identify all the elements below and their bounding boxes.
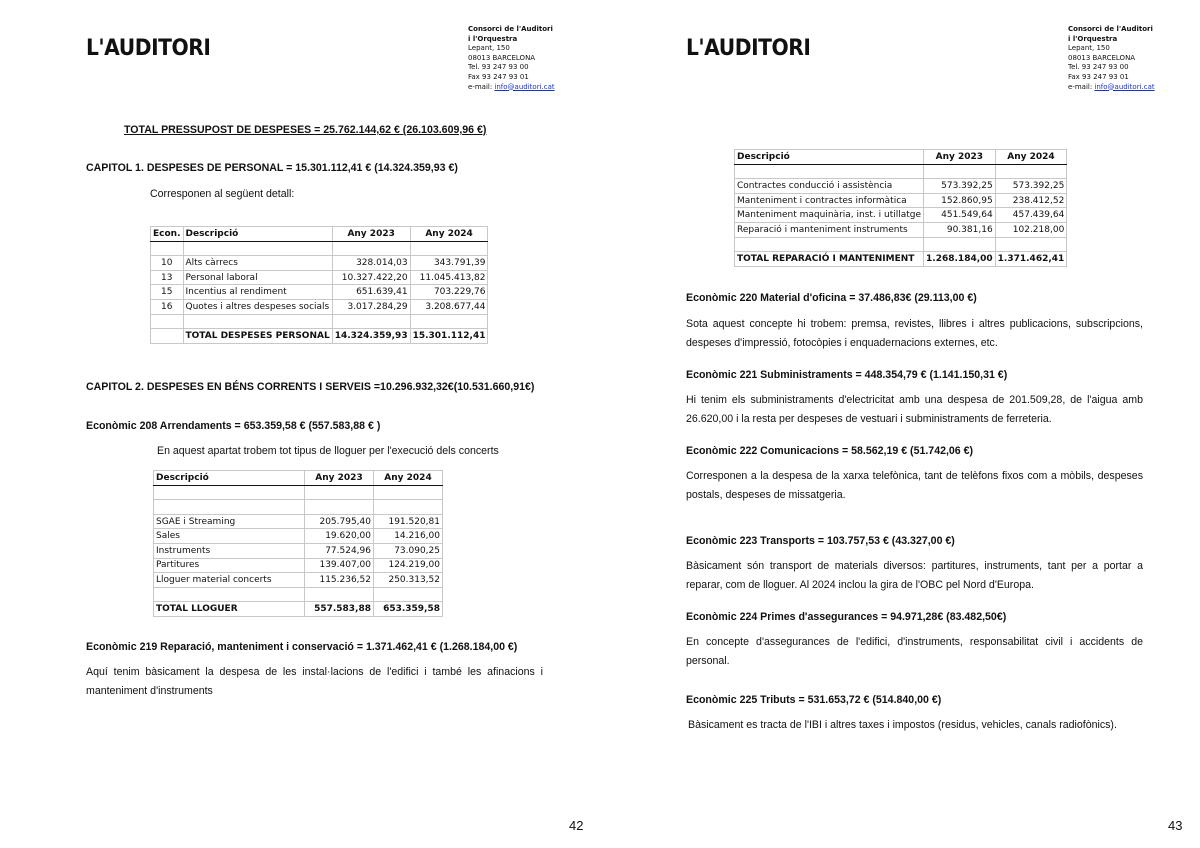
col-2023: Any 2023	[924, 150, 996, 165]
table-row: Manteniment i contractes informàtica 152.860,95 238.412,52	[735, 193, 1067, 208]
table-row: Contractes conducció i assistència 573.392,25 573.392,25	[735, 179, 1067, 194]
table-row: 16 Quotes i altres despeses socials 3.017.284,29 3.208.677,44	[151, 299, 488, 314]
economic-208-intro: En aquest apartat trobem tot tipus de lloguer per l'execució dels concerts	[157, 445, 499, 457]
city: 08013 BARCELONA	[468, 53, 536, 62]
economic-221-title: Econòmic 221 Subministraments = 448.354,79 € (1.141.150,31 €)	[686, 369, 1008, 381]
col-2024: Any 2024	[374, 471, 443, 486]
economic-223-text: Bàsicament són transport de materials diversos: partitures, instruments, tant per a portar a reparar, com de lloguer. Al 2024 inclou la gira de l'OBC pel Nord d'Europa.	[686, 560, 1143, 591]
col-2023: Any 2023	[305, 471, 374, 486]
chapter1-title: CAPITOL 1. DESPESES DE PERSONAL = 15.301.112,41 € (14.324.359,93 €)	[86, 162, 458, 174]
table-row: SGAE i Streaming 205.795,40 191.520,81	[154, 514, 443, 529]
street: Lepant, 150	[1068, 44, 1110, 53]
table-row: Reparació i manteniment instruments 90.381,16 102.218,00	[735, 222, 1067, 237]
table-row: Lloguer material concerts 115.236,52 250.313,52	[154, 573, 443, 588]
chapter2-title: CAPITOL 2. DESPESES EN BÉNS CORRENTS I SERVEIS =10.296.932,32€(10.531.660,91€)	[86, 381, 535, 393]
org-name-2: i l'Orquestra	[468, 34, 518, 43]
chapter1-intro: Corresponen al següent detall:	[150, 188, 295, 200]
col-descripcio: Descripció	[735, 150, 924, 165]
auditori-logo: L'AUDITORI	[686, 36, 811, 61]
tel: Tel. 93 247 93 00	[1068, 63, 1129, 72]
fax: Fax 93 247 93 01	[468, 72, 529, 81]
col-2024: Any 2024	[995, 150, 1067, 165]
personal-table	[150, 226, 488, 344]
col-2024: Any 2024	[410, 227, 488, 242]
economic-219-title: Econòmic 219 Reparació, manteniment i conservació = 1.371.462,41 € (1.268.184,00 €)	[86, 641, 518, 653]
page-43	[600, 0, 1200, 848]
table-row: Instruments 77.524,96 73.090,25	[154, 543, 443, 558]
col-descripcio: Descripció	[154, 471, 305, 486]
table-row: Partitures 139.407,00 124.219,00	[154, 558, 443, 573]
economic-220-title: Econòmic 220 Material d'oficina = 37.486,83€ (29.113,00 €)	[686, 292, 977, 304]
fax: Fax 93 247 93 01	[1068, 72, 1129, 81]
economic-222-title: Econòmic 222 Comunicacions = 58.562,19 € (51.742,06 €)	[686, 445, 974, 457]
lloguer-table	[153, 470, 443, 617]
tel: Tel. 93 247 93 00	[468, 63, 529, 72]
economic-220-text: Sota aquest concepte hi trobem: premsa, revistes, llibres i altres publicacions, subscripcions, despeses d'impressió, fotocòpies i enquadernacions externes, etc.	[686, 318, 1143, 349]
org-name-2: i l'Orquestra	[1068, 34, 1118, 43]
table-row: Manteniment maquinària, inst. i utillatge 451.549,64 457.439,64	[735, 208, 1067, 223]
city: 08013 BARCELONA	[1068, 53, 1136, 62]
col-2023: Any 2023	[332, 227, 410, 242]
economic-222-text: Corresponen a la despesa de la xarxa telefònica, tant de telèfons fixos com a mòbils, despeses postals, despeses de missatgeria.	[686, 470, 1143, 501]
economic-223-title: Econòmic 223 Transports = 103.757,53 € (43.327,00 €)	[686, 535, 955, 547]
economic-224-text: En concepte d'assegurances de l'edifici, d'instruments, responsabilitat civil i accidents de personal.	[686, 636, 1143, 667]
page-number: 43	[1168, 818, 1183, 833]
address-block	[1068, 25, 1155, 92]
org-name-1: Consorci de l'Auditori	[1068, 25, 1153, 33]
auditori-logo: L'AUDITORI	[86, 36, 211, 61]
page-number: 42	[569, 818, 584, 833]
table-row: 13 Personal laboral 10.327.422,20 11.045.413,82	[151, 270, 488, 285]
table-row: Sales 19.620,00 14.216,00	[154, 529, 443, 544]
economic-221-text: Hi tenim els subministraments d'electricitat amb una despesa de 201.509,28, de l'aigua amb 26.620,00 i la resta per despeses de vestuari i subministraments de ferreteria.	[686, 394, 1143, 425]
economic-225-title: Econòmic 225 Tributs = 531.653,72 € (514.840,00 €)	[686, 694, 942, 706]
total-row: TOTAL DESPESES PERSONAL 14.324.359,93 15.301.112,41	[151, 329, 488, 344]
org-name-1: Consorci de l'Auditori	[468, 25, 553, 33]
reparacio-table	[734, 149, 1067, 267]
table-row: 10 Alts càrrecs 328.014,03 343.791,39	[151, 256, 488, 271]
economic-219-text: Aquí tenim bàsicament la despesa de les instal·lacions de l'edifici i també les afinacions i manteniment d'instruments	[86, 666, 543, 697]
email-label: e-mail:	[468, 82, 495, 91]
economic-225-text: Bàsicament es tracta de l'IBI i altres taxes i impostos (residus, vehicles, canals radiofònics).	[688, 719, 1117, 731]
email-link[interactable]: info@auditori.cat	[494, 82, 555, 91]
address-block	[468, 25, 555, 92]
economic-208-title: Econòmic 208 Arrendaments = 653.359,58 € (557.583,88 € )	[86, 420, 381, 432]
total-budget-title: TOTAL PRESSUPOST DE DESPESES = 25.762.144,62 € (26.103.609,96 €)	[124, 124, 487, 136]
economic-224-title: Econòmic 224 Primes d'assegurances = 94.971,28€ (83.482,50€)	[686, 611, 1007, 623]
total-row: TOTAL LLOGUER 557.583,88 653.359,58	[154, 602, 443, 617]
col-descripcio: Descripció	[183, 227, 332, 242]
email-label: e-mail:	[1068, 82, 1095, 91]
street: Lepant, 150	[468, 44, 510, 53]
email-link[interactable]: info@auditori.cat	[1094, 82, 1155, 91]
total-row: TOTAL REPARACIÓ I MANTENIMENT 1.268.184,00 1.371.462,41	[735, 252, 1067, 267]
col-econ: Econ.	[151, 227, 184, 242]
table-row: 15 Incentius al rendiment 651.639,41 703.229,76	[151, 285, 488, 300]
